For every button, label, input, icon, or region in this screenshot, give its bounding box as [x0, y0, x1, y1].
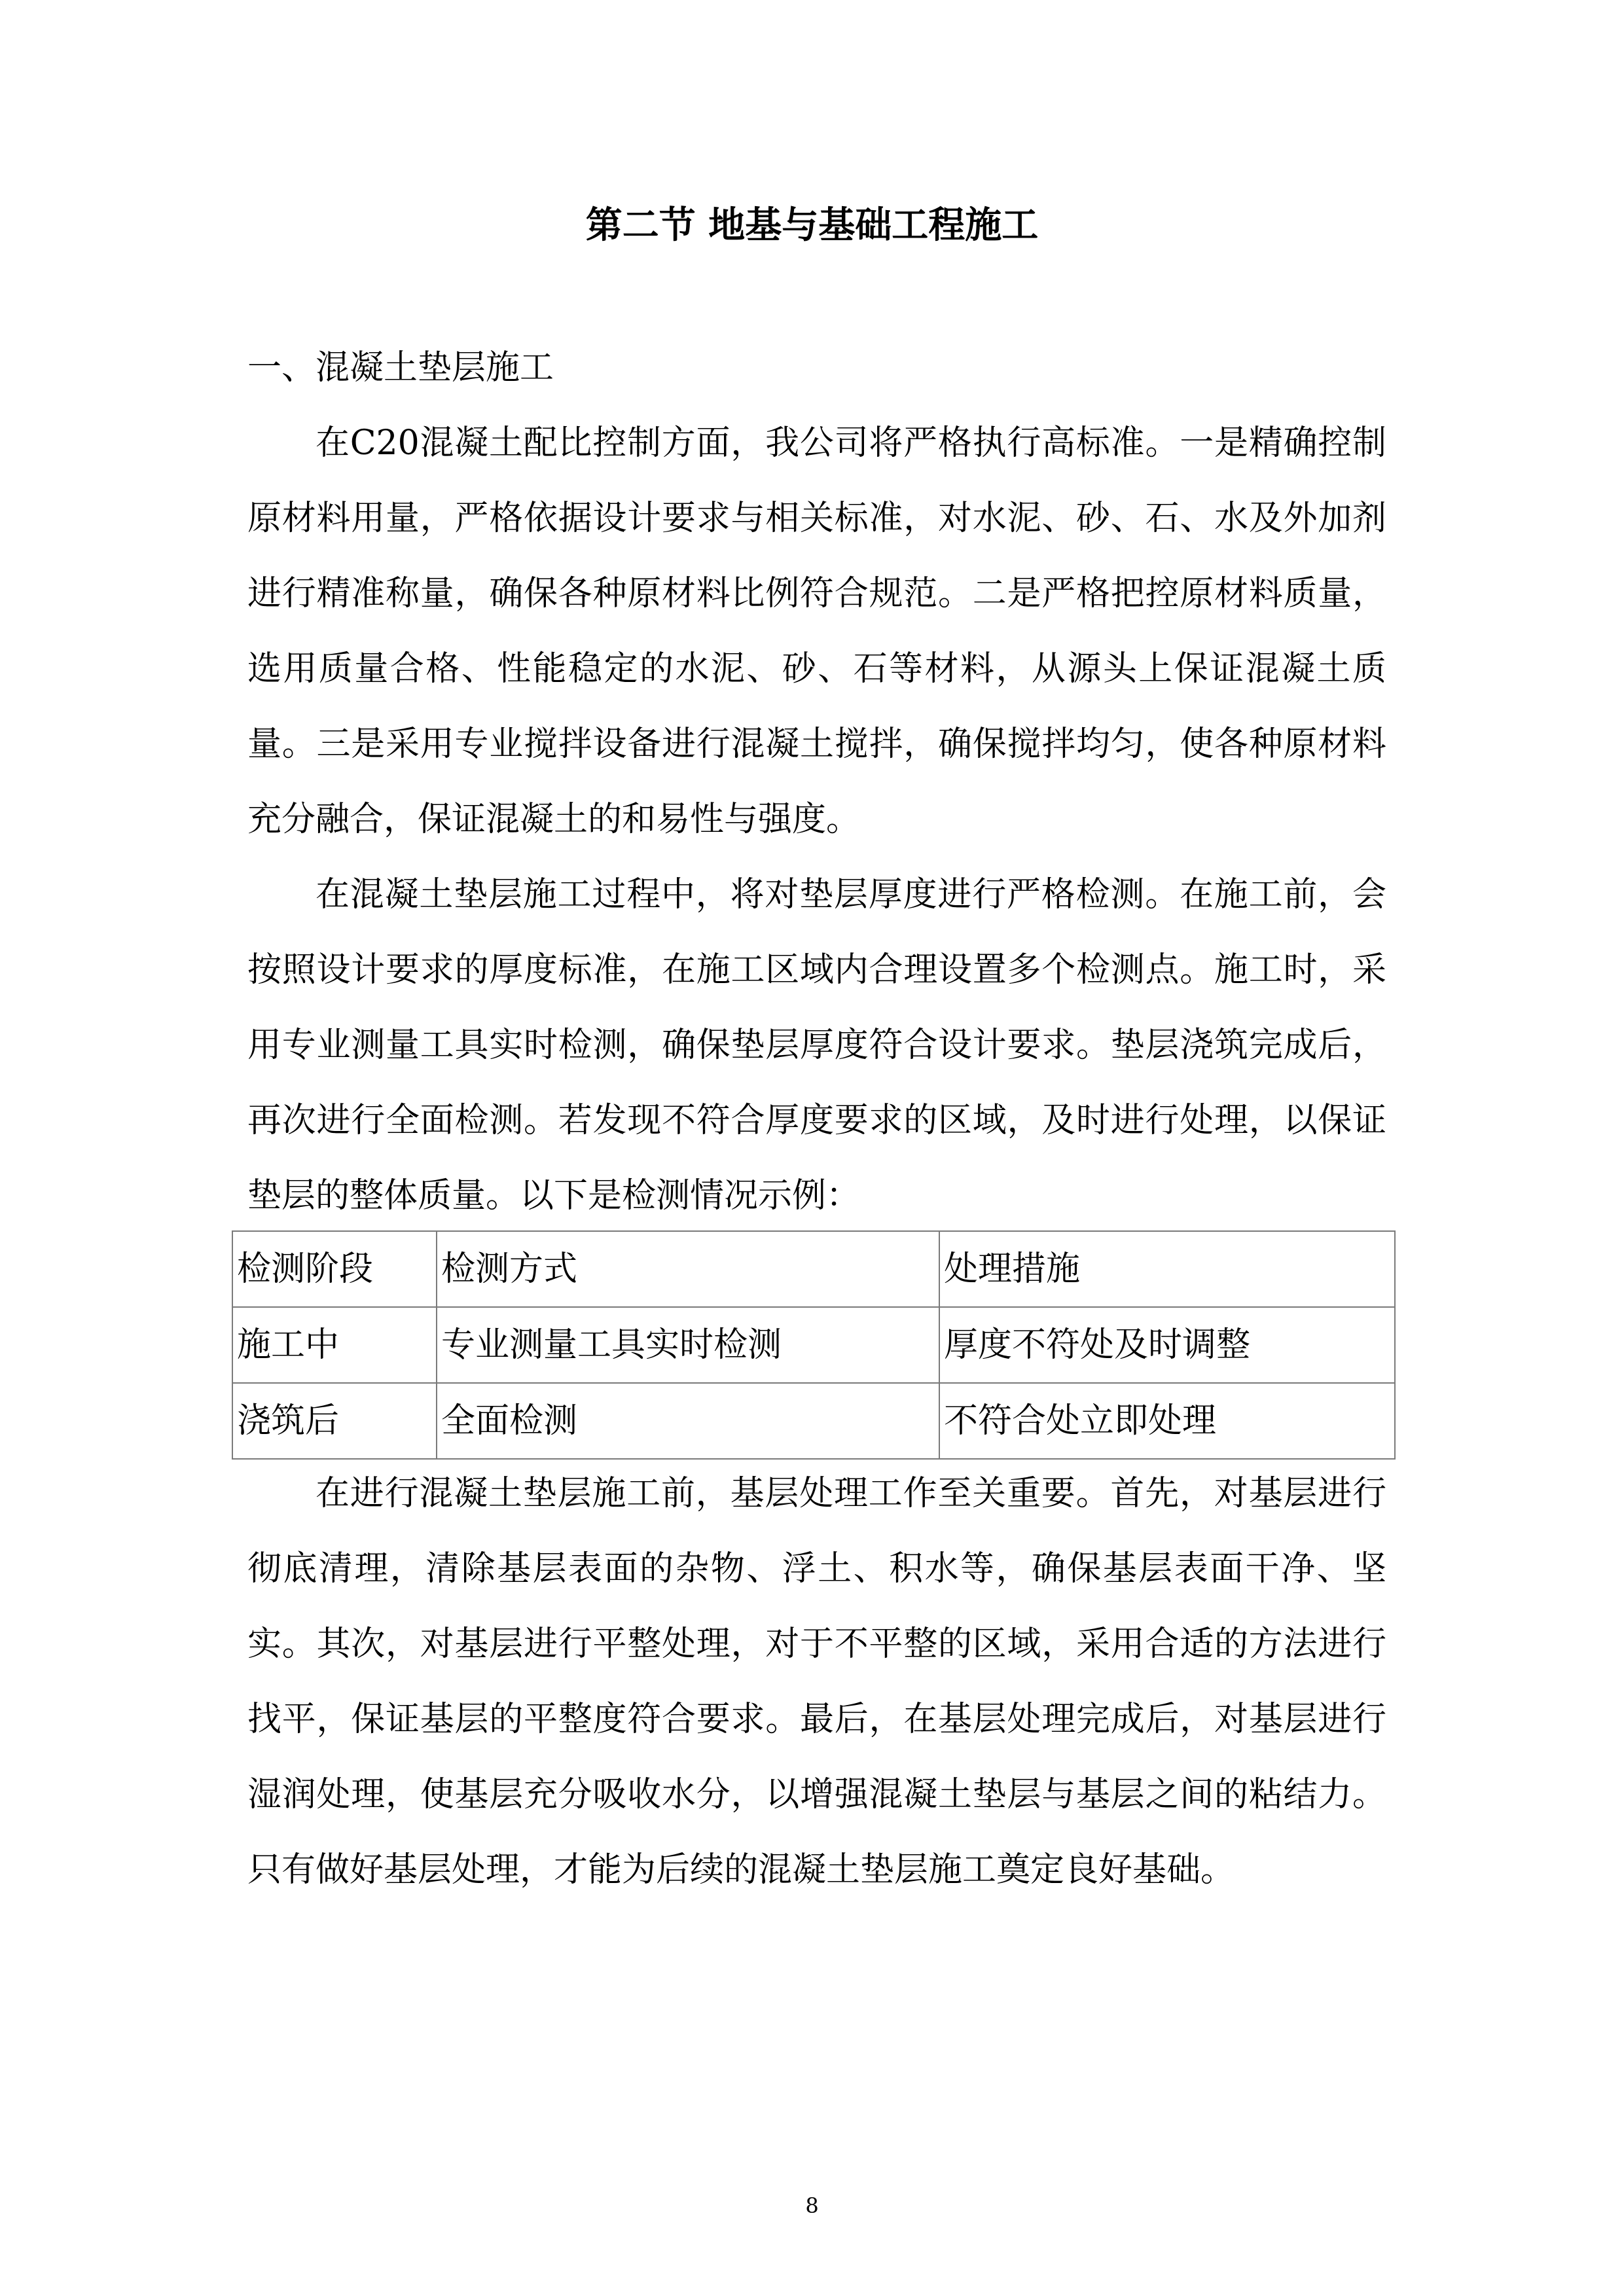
section-title: 第二节 地基与基础工程施工 [585, 204, 1039, 247]
table-cell: 施工中 [232, 1307, 437, 1383]
inspection-table [232, 1230, 1396, 1460]
table-cell: 不符合处立即处理 [939, 1383, 1395, 1459]
paragraph-base-treatment: 在进行混凝土垫层施工前，基层处理工作至关重要。首先，对基层进行彻底清理，清除基层表面的杂物、浮土、积水等，确保基层表面干净、坚实。其次，对基层进行平整处理，对于不平整的区域，采用合适的方法进行找平，保证基层的平整度符合要求。最后，在基层处理完成后，对基层进行湿润处理，使基层充分吸收水分，以增强混凝土垫层与基层之间的粘结力。只有做好基层处理，才能为后续的混凝土垫层施工奠定良好基础。 [247, 1474, 1386, 1890]
table-header-row [232, 1231, 1395, 1307]
table-header-cell: 处理措施 [939, 1231, 1395, 1307]
paragraph-thickness-inspection: 在混凝土垫层施工过程中，将对垫层厚度进行严格检测。在施工前，会按照设计要求的厚度标准，在施工区域内合理设置多个检测点。施工时，采用专业测量工具实时检测，确保垫层厚度符合设计要求。垫层浇筑完成后，再次进行全面检测。若发现不符合厚度要求的区域，及时进行处理，以保证垫层的整体质量。以下是检测情况示例： [247, 875, 1386, 1215]
table-cell: 专业测量工具实时检测 [437, 1307, 939, 1383]
page-number: 8 [805, 2193, 819, 2218]
table-row [232, 1383, 1395, 1459]
subsection-heading: 一、混凝土垫层施工 [247, 348, 554, 387]
table-cell: 厚度不符处及时调整 [939, 1307, 1395, 1383]
paragraph-mix-control: 在C20混凝土配比控制方面，我公司将严格执行高标准。一是精确控制原材料用量，严格依据设计要求与相关标准，对水泥、砂、石、水及外加剂进行精准称量，确保各种原材料比例符合规范。二是严格把控原材料质量，选用质量合格、性能稳定的水泥、砂、石等材料，从源头上保证混凝土质量。三是采用专业搅拌设备进行混凝土搅拌，确保搅拌均匀，使各种原材料充分融合，保证混凝土的和易性与强度。 [247, 423, 1386, 839]
table-row [232, 1307, 1395, 1383]
table-cell: 全面检测 [437, 1383, 939, 1459]
table-header-cell: 检测方式 [437, 1231, 939, 1307]
table-header-cell: 检测阶段 [232, 1231, 437, 1307]
table-cell: 浇筑后 [232, 1383, 437, 1459]
